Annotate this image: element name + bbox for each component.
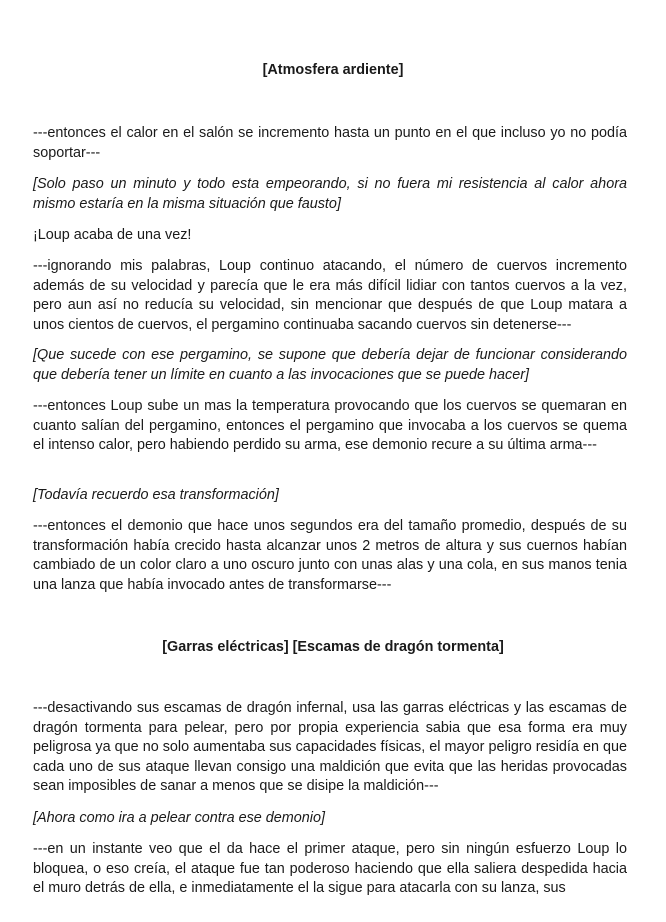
thought-paragraph: [Ahora como ira a pelear contra ese demonio]	[33, 810, 325, 826]
thought-paragraph: [Solo paso un minuto y todo esta empeorando, si no fuera mi resistencia al calor ahora mismo estaría en la misma situación que fausto]	[33, 176, 627, 212]
narration-paragraph: ---desactivando sus escamas de dragón infernal, usa las garras eléctricas y las escamas de dragón tormenta para pelear, pero por propia experiencia sabia que esa forma era muy peligrosa ya que no solo aumentaba sus capacidades físicas, el mayor peligro residía en que cada uno de sus ataque llevan consigo una maldición que evita que las heridas provocadas sean imposibles de sanar a menos que se disipe la maldición---	[33, 700, 627, 795]
section-heading-garras: [Garras eléctricas] [Escamas de dragón tormenta]	[162, 639, 504, 655]
narration-paragraph: ---entonces Loup sube un mas la temperatura provocando que los cuervos se quemaran en cuanto salían del pergamino, entonces el pergamino que invocaba a los cuervos se quema el intenso calor, pero habiendo perdido su arma, ese demonio recure a su última arma---	[33, 398, 627, 454]
dialogue-paragraph: ¡Loup acaba de una vez!	[33, 227, 192, 243]
narration-paragraph: ---entonces el demonio que hace unos segundos era del tamaño promedio, después de su transformación había crecido hasta alcanzar unos 2 metros de altura y sus cuernos habían cambiado de un color claro a uno oscuro junto con unas alas y una cola, en sus manos tenia una lanza que había invocado antes de transformarse---	[33, 518, 627, 593]
thought-paragraph: [Todavía recuerdo esa transformación]	[33, 487, 279, 503]
thought-paragraph: [Que sucede con ese pergamino, se supone que debería dejar de funcionar considerando que debería tener un límite en cuanto a las invocaciones que se puede hacer]	[33, 347, 627, 383]
narration-paragraph: ---ignorando mis palabras, Loup continuo atacando, el número de cuervos incremento además de su velocidad y parecía que le era más difícil lidiar con tantos cuervos a la vez, pero aun así no reducía su velocidad, sin mencionar que después de que Loup matara a unos cientos de cuervos, el pergamino continuaba sacando cuervos sin detenerse---	[33, 258, 627, 333]
narration-paragraph: ---entonces el calor en el salón se incremento hasta un punto en el que incluso yo no podía soportar---	[33, 125, 627, 161]
narration-paragraph: ---en un instante veo que el da hace el primer ataque, pero sin ningún esfuerzo Loup lo bloquea, o eso creía, el ataque fue tan poderoso haciendo que ella saliera despedida hacia el muro detrás de ella, e inmediatamente el la sigue para atacarla con su lanza, sus	[33, 841, 627, 897]
section-heading-atmosfera: [Atmosfera ardiente]	[262, 62, 404, 78]
